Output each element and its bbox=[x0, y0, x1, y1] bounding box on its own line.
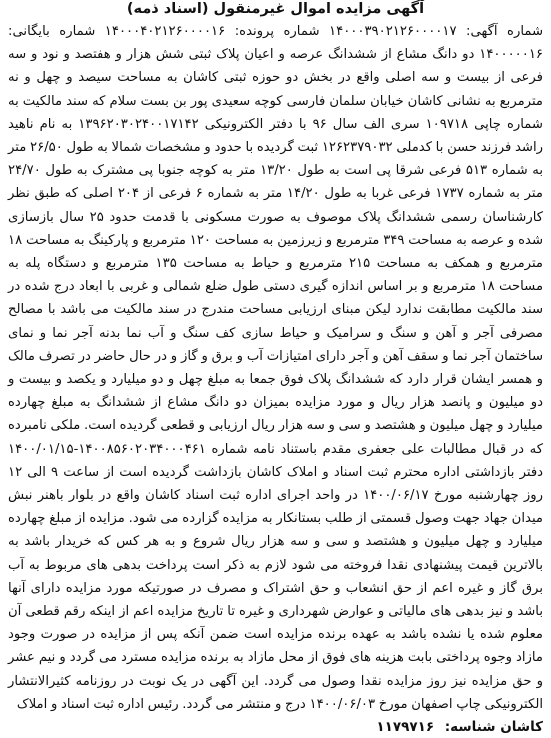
notice-title: آگهی مزایده اموال غیرمنقول (اسناد ذمه) bbox=[126, 1, 425, 17]
signature-code: ۱۱۷۹۷۱۶ bbox=[376, 719, 435, 736]
notice-body: شماره آگهی: ۱۴۰۰۰۳۹۰۲۱۲۶۰۰۰۰۱۷ شماره پرونده: ۱۴۰۰۰۴۰۲۱۲۶۰۰۰۰۱۶ شماره بایگانی: ۱۴۰۰۰۰۰۱۶ دو دانگ مشاع از ششدانگ عرصه و اعیان پلاک ثبتی شش هزار و هفتصد و نود و سه فرعی از بیست و سه اصلی واقع در بخش دو حوزه ثبتی کاشان به مساحت سیصد و چهل و نه مترمربع به نشانی کاشان خیابان سلمان فارسی کوچه سعیدی پور بن بست سلام که سند مالکیت به شماره چاپی ۱۰۹۷۱۸ سری الف سال ۹۶ با دفتر الکترونیکی ۱۳۹۶۲۰۳۰۲۴۰۰۱۷۱۴۲ به نام ناهید راشد فرزند حسن با کدملی ۱۲۶۲۳۷۹۰۳۲ ثبت گردیده با حدود و مشخصات شمالا به طول ۲۶/۵۰ متر به شماره ۵۱۳ فرعی شرقا پی است به طول ۱۳/۲۰ متر به کوچه جنوبا پی مشترک به طول ۲۴/۷۰ متر به شماره ۱۷۳۷ فرعی غربا به طول ۱۴/۲۰ متر به شماره ۶ فرعی از ۲۰۴ اصلی که طبق نظر کارشناسان رسمی ششدانگ پلاک موصوف به صورت مسکونی با قدمت حدود ۲۵ سال بازسازی شده و عرصه به مساحت ۳۴۹ مترمربع و زیرزمین به مساحت ۱۲۰ مترمربع و پارکینگ به مساحت ۱۸ مترمربع و همکف به مساحت ۲۱۵ مترمربع و حیاط به مساحت ۱۳۵ مترمربع و دستگاه پله به مساحت ۱۸ مترمربع و بر اساس اندازه گیری دستی طول ضلع شمالی و غربی با ابعاد درج شده در سند مالکیت مطابقت ندارد لیکن مبنای ارزیابی مساحت مندرج در سند مالکیت می باشد با مصالح مصرفی آجر و آهن و سنگ و سرامیک و حیاط سازی کف سنگ و آب نما بدنه آجر نما و نمای ساختمان آجر نما و سقف آهن و آجر دارای امتیازات آب و برق و گاز و در حال حاضر در تصرف مالک و همسر ایشان قرار دارد که ششدانگ پلاک فوق جمعا به مبلغ چهل و دو میلیارد و یکصد و بیست و دو میلیون و پانصد هزار ریال و مورد مزایده بمیزان دو دانگ مشاع از ششدانگ به مبلغ چهارده میلیارد و چهل میلیون و هشتصد و سی و سه هزار ریال ارزیابی و قطعی گردیده است. ملکی نامبرده که در قبال مطالبات علی جعفری مقدم باستناد نامه شماره ۱۴۰۰۸۵۶۰۲۰۳۴۰۰۰۴۶۱-۱۴۰۰/۰۱/۱۵ دفتر بازداشتی اداره محترم ثبت اسناد و املاک کاشان بازداشت گردیده است از ساعت ۹ الی ۱۲ روز چهارشنبه مورخ ۱۴۰۰/۰۶/۱۷ در واحد اجرای اداره ثبت اسناد کاشان واقع در بلوار باهنر نبش میدان جهاد جهت وصول قسمتی از طلب بستانکار به مزایده گزارده می شود. مزایده از مبلغ چهارده میلیارد و چهل میلیون و هشتصد و سی و سه هزار ریال شروع و به هر کس که خریدار باشد به بالاترین قیمت پیشنهادی نقدا فروخته می شود لازم به ذکر است پرداخت بدهی های مربوط به آب برق گاز و غیره اعم از حق انشعاب و حق اشتراک و مصرف در صورتیکه مورد مزایده دارای آنها باشد و نیز بدهی های مالیاتی و عوارض شهرداری و غیره تا تاریخ مزایده اعم از اینکه رقم قطعی آن معلوم شده یا نشده باشد به عهده برنده مزایده است ضمن آنکه پس از مزایده در صورت وجود مازاد وجوه پرداختی بابت هزینه های فوق از محل مازاد به برنده مزایده مسترد می گردد و نیم عشر و حق مزایده نیز روز مزایده نقدا وصول می گردد. این آگهی در یک نوبت در روزنامه کثیرالانتشار الکترونیکی چاپ اصفهان مورخ ۱۴۰۰/۰۶/۰۳ درج و منتشر می گردد. رئیس اداره ثبت اسناد و املاک bbox=[8, 24, 544, 712]
notice-signature bbox=[8, 716, 543, 738]
signature-label: کاشان شناسه: bbox=[444, 719, 543, 736]
